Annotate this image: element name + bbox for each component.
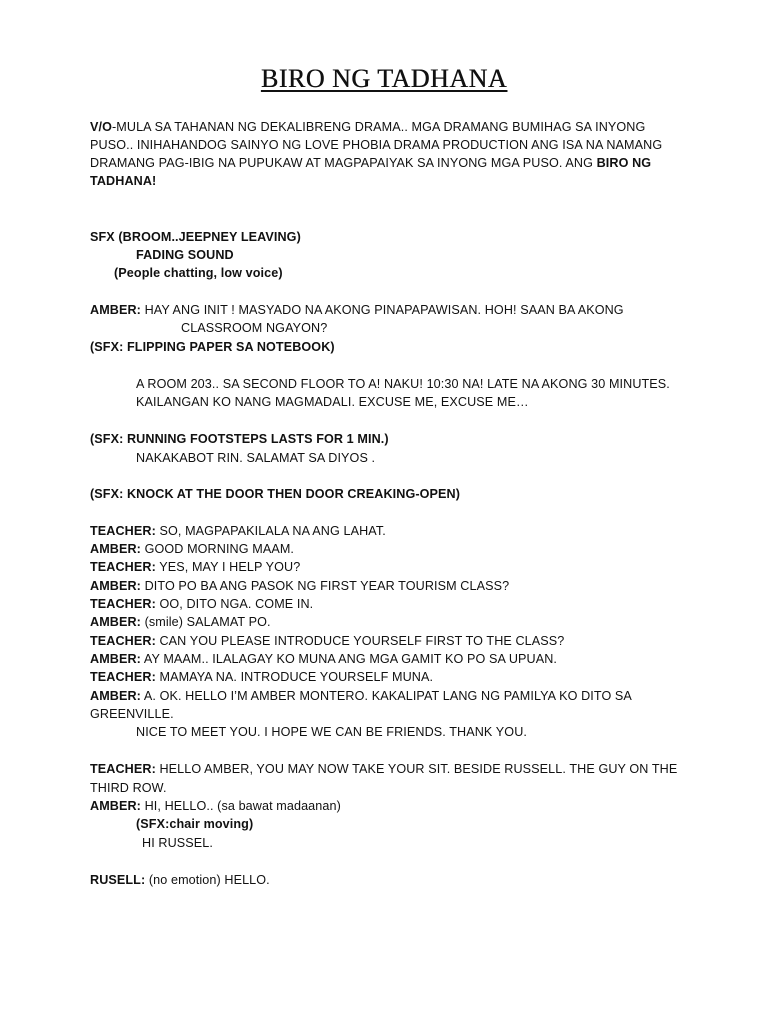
dialogue-text: (smile) SALAMAT PO. xyxy=(140,615,271,629)
document-title: BIRO NG TADHANA xyxy=(260,64,508,93)
sfx-chair: (SFX:chair moving) xyxy=(136,817,254,831)
dialogue-speaker: TEACHER: xyxy=(90,597,156,611)
amber-line-1b: CLASSROOM NGAYON? xyxy=(181,321,328,335)
hi-russel-line: HI RUSSEL. xyxy=(142,836,213,850)
dialogue-speaker: TEACHER: xyxy=(90,670,156,684)
amber-hi-text: HI, HELLO.. (sa bawat madaanan) xyxy=(140,799,341,813)
intro-line-3 xyxy=(90,154,651,172)
teacher-last-line xyxy=(90,760,677,778)
dialogue-line xyxy=(90,687,632,705)
dialogue-text: YES, MAY I HELP YOU? xyxy=(155,560,301,574)
dialogue-text: CAN YOU PLEASE INTRODUCE YOURSELF FIRST TO THE CLASS? xyxy=(155,634,565,648)
speaker-amber: AMBER: xyxy=(90,303,141,317)
sfx-knock: (SFX: KNOCK AT THE DOOR THEN DOOR CREAKING-OPEN) xyxy=(90,487,461,501)
dialogue-text: DITO PO BA ANG PASOK NG FIRST YEAR TOURISM CLASS? xyxy=(140,579,510,593)
dialogue-speaker: AMBER: xyxy=(90,652,141,666)
amber-text-1: HAY ANG INIT ! MASYADO NA AKONG PINAPAPAWISAN. HOH! SAAN BA AKONG xyxy=(140,303,624,317)
dialogue-speaker: AMBER: xyxy=(90,689,141,703)
intro-line-1 xyxy=(90,118,645,136)
dialogue-speaker: AMBER: xyxy=(90,579,141,593)
intro-text-3a: DRAMANG PAG-IBIG NA PUPUKAW AT MAGPAPAIYAK SA INYONG MGA PUSO. ANG xyxy=(90,156,597,170)
dialogue-line xyxy=(90,595,313,613)
rusell-text: (no emotion) HELLO. xyxy=(145,873,270,887)
intro-text-1: -MULA SA TAHANAN NG DEKALIBRENG DRAMA.. MGA DRAMANG BUMIHAG SA INYONG xyxy=(112,120,646,134)
greenville-line: GREENVILLE. xyxy=(90,707,174,721)
sfx-fading: FADING SOUND xyxy=(136,248,234,262)
third-row-line: THIRD ROW. xyxy=(90,781,167,795)
dialogue-speaker: AMBER: xyxy=(90,615,141,629)
dialogue-text: MAMAYA NA. INTRODUCE YOURSELF MUNA. xyxy=(155,670,434,684)
intro-line-4: TADHANA! xyxy=(90,174,157,188)
sfx-chatting: (People chatting, low voice) xyxy=(114,266,283,280)
intro-text-3b: BIRO NG xyxy=(596,156,652,170)
dialogue-text: AY MAAM.. ILALAGAY KO MUNA ANG MGA GAMIT KO PO SA UPUAN. xyxy=(140,652,558,666)
dialogue-text: GOOD MORNING MAAM. xyxy=(140,542,295,556)
sfx-jeepney: SFX (BROOM..JEEPNEY LEAVING) xyxy=(90,230,301,244)
vo-label: V/O xyxy=(90,120,112,134)
dialogue-text: A. OK. HELLO I’M AMBER MONTERO. KAKALIPAT LANG NG PAMILYA KO DITO SA xyxy=(140,689,632,703)
speaker-teacher: TEACHER: xyxy=(90,762,156,776)
sfx-paper: (SFX: FLIPPING PAPER SA NOTEBOOK) xyxy=(90,340,335,354)
sfx-footsteps: (SFX: RUNNING FOOTSTEPS LASTS FOR 1 MIN.) xyxy=(90,432,389,446)
dialogue-line xyxy=(90,668,433,686)
dialogue-line xyxy=(90,540,294,558)
dialogue-speaker: TEACHER: xyxy=(90,634,156,648)
dialogue-text: SO, MAGPAPAKILALA NA ANG LAHAT. xyxy=(155,524,386,538)
teacher-last-text: HELLO AMBER, YOU MAY NOW TAKE YOUR SIT. BESIDE RUSSELL. THE GUY ON THE xyxy=(155,762,678,776)
dialogue-line xyxy=(90,522,386,540)
amber-hi-line xyxy=(90,797,341,815)
speaker-rusell: RUSELL: xyxy=(90,873,146,887)
dialogue-line xyxy=(90,613,271,631)
amber-line-2b: KAILANGAN KO NANG MAGMADALI. EXCUSE ME, EXCUSE ME… xyxy=(136,395,529,409)
amber-line-1 xyxy=(90,301,624,319)
dialogue-text: OO, DITO NGA. COME IN. xyxy=(155,597,314,611)
amber-line-2a: A ROOM 203.. SA SECOND FLOOR TO A! NAKU! 10:30 NA! LATE NA AKONG 30 MINUTES. xyxy=(136,377,670,391)
dialogue-speaker: AMBER: xyxy=(90,542,141,556)
amber-line-3: NAKAKABOT RIN. SALAMAT SA DIYOS . xyxy=(136,451,376,465)
rusell-line xyxy=(90,871,270,889)
speaker-amber: AMBER: xyxy=(90,799,141,813)
dialogue-line xyxy=(90,632,564,650)
dialogue-speaker: TEACHER: xyxy=(90,524,156,538)
dialogue-line xyxy=(90,650,557,668)
nice-to-meet-line: NICE TO MEET YOU. I HOPE WE CAN BE FRIENDS. THANK YOU. xyxy=(136,725,527,739)
dialogue-speaker: TEACHER: xyxy=(90,560,156,574)
intro-line-2: PUSO.. INIHAHANDOG SAINYO NG LOVE PHOBIA DRAMA PRODUCTION ANG ISA NA NAMANG xyxy=(90,138,663,152)
dialogue-line xyxy=(90,577,509,595)
dialogue-line xyxy=(90,558,300,576)
